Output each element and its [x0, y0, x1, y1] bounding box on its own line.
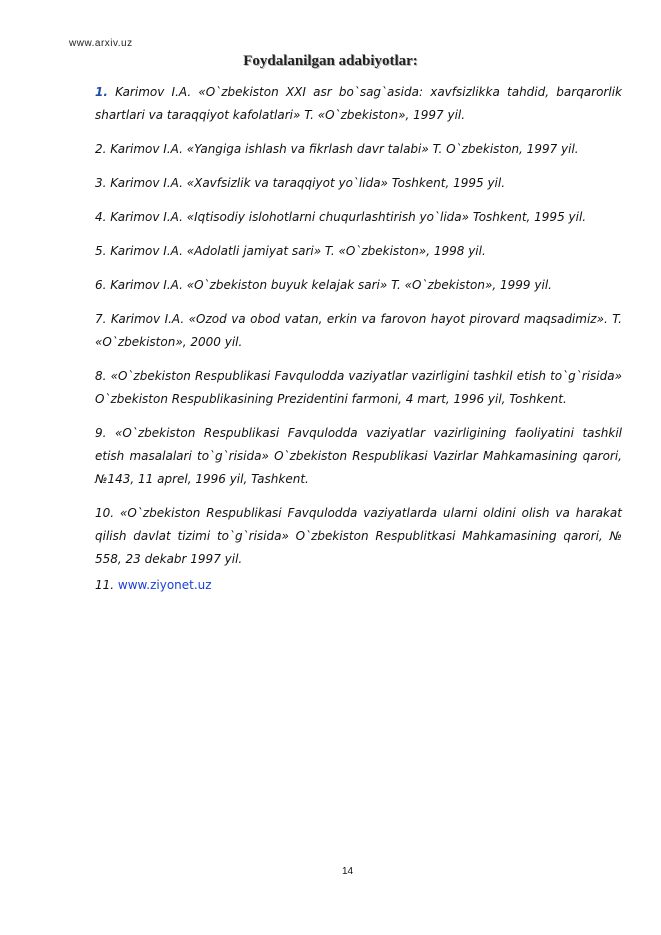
reference-number: 6. — [95, 278, 107, 292]
reference-list — [95, 81, 622, 608]
reference-text: Karimov I.A. «Iqtisodiy islohotlarni chuqurlashtirish yo`lida» Toshkent, 1995 yil. — [110, 210, 587, 224]
reference-item-10 — [95, 502, 622, 571]
reference-text: Karimov I.A. «O`zbekiston XXI asr bo`sag`asida: xavfsizlikka tahdid, barqarorlik shartlari va taraqqiyot kafolatlari» T. «O`zbekiston», 1997 yil. — [95, 85, 622, 122]
page-number: 14 — [341, 866, 354, 877]
reference-number: 10. — [95, 506, 115, 520]
reference-number: 8. — [95, 369, 107, 383]
reference-text: «O`zbekiston Respublikasi Favqulodda vaziyatlar vazirligini tashkil etish to`g`risida» O`zbekiston Respublikasining Prezidentini farmoni, 4 mart, 1996 yil, Toshkent. — [95, 369, 622, 406]
site-label: www.arxiv.uz — [69, 38, 133, 49]
reference-item-1 — [95, 81, 622, 127]
reference-item-2 — [95, 138, 622, 161]
reference-text: Karimov I.A. «Ozod va obod vatan, erkin va farovon hayot pirovard maqsadimiz». T. «O`zbekiston», 2000 yil. — [95, 312, 622, 349]
reference-number: 1. — [95, 85, 108, 99]
reference-text: Karimov I.A. «O`zbekiston buyuk kelajak sari» T. «O`zbekiston», 1999 yil. — [110, 278, 552, 292]
reference-item-9 — [95, 422, 622, 491]
reference-item-5 — [95, 240, 622, 263]
reference-text: «O`zbekiston Respublikasi Favqulodda vaziyatlar vazirligining faoliyatini tashkil etish masalalari to`g`risida» O`zbekiston Respublikasi Vazirlar Mahkamasining qarori, №143, 11 aprel, 1996 yil, Tashkent. — [95, 426, 622, 486]
reference-item-4 — [95, 206, 622, 229]
reference-link[interactable]: www.ziyonet.uz — [117, 578, 212, 592]
reference-number: 9. — [95, 426, 107, 440]
reference-number: 7. — [95, 312, 107, 326]
reference-item-8 — [95, 365, 622, 411]
reference-text: Karimov I.A. «Xavfsizlik va taraqqiyot yo`lida» Toshkent, 1995 yil. — [110, 176, 506, 190]
reference-text: Karimov I.A. «Yangiga ishlash va fikrlash davr talabi» T. O`zbekiston, 1997 yil. — [110, 142, 579, 156]
reference-number: 5. — [95, 244, 107, 258]
page-title: Foydalanilgan adabiyotlar: — [243, 53, 418, 69]
reference-item-7 — [95, 308, 622, 354]
reference-item-11 — [95, 574, 622, 597]
reference-number: 3. — [95, 176, 107, 190]
reference-text: «O`zbekiston Respublikasi Favqulodda vaziyatlarda ularni oldini olish va harakat qilish davlat tizimi to`g`risida» O`zbekiston Respublitkasi Mahkamasining qarori, № 558, 23 dekabr 1997 yil. — [95, 506, 622, 566]
reference-item-3 — [95, 172, 622, 195]
reference-number: 11. — [95, 578, 115, 592]
reference-text: Karimov I.A. «Adolatli jamiyat sari» T. «O`zbekiston», 1998 yil. — [110, 244, 486, 258]
reference-item-6 — [95, 274, 622, 297]
reference-number: 4. — [95, 210, 107, 224]
reference-number: 2. — [95, 142, 107, 156]
